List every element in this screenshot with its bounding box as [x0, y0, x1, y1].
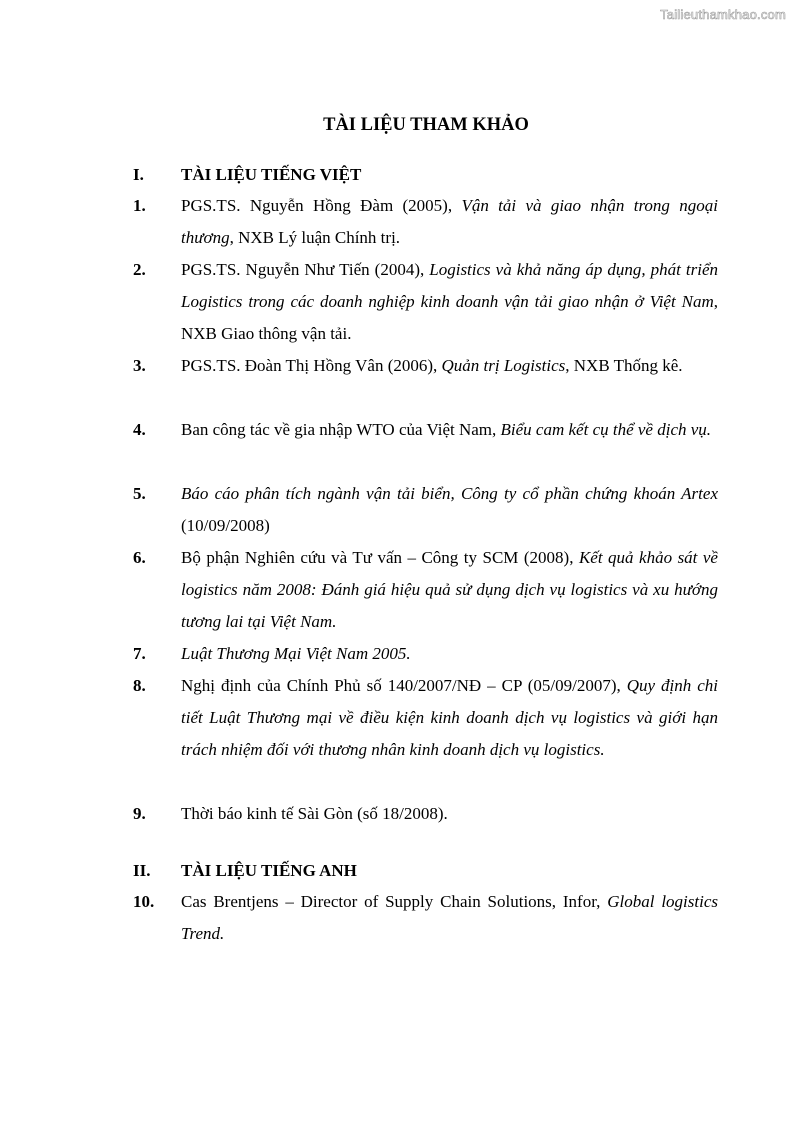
reference-item: [133, 254, 718, 350]
section-label: TÀI LIỆU TIẾNG ANH: [181, 861, 357, 880]
reference-title: Global logistics Trend.: [181, 892, 718, 943]
page-title: TÀI LIỆU THAM KHẢO: [323, 115, 529, 135]
section-number: II.: [133, 861, 151, 880]
reference-text: Báo cáo phân tích ngành vận tải biển, Công ty cổ phần chứng khoán Artex (10/09/2008): [181, 484, 718, 535]
reference-item: [133, 798, 718, 830]
reference-title: Quy định chi tiết Luật Thương mại về điều kiện kinh doanh dịch vụ logistics và giới hạn trách nhiệm đối với thương nhân kinh doanh dịch vụ logistics.: [181, 676, 718, 759]
reference-item: [133, 638, 718, 670]
reference-title: Biểu cam kết cụ thể về dịch vụ.: [500, 420, 712, 439]
reference-number: 10.: [133, 892, 155, 911]
reference-title: Báo cáo phân tích ngành vận tải biển, Công ty cổ phần chứng khoán Artex: [181, 484, 718, 503]
reference-item: [133, 414, 718, 446]
reference-text: Ban công tác về gia nhập WTO của Việt Nam, Biểu cam kết cụ thể về dịch vụ.: [181, 420, 712, 439]
reference-title: Logistics và khả năng áp dụng, phát triển Logistics trong các doanh nghiệp kinh doanh vận tải giao nhận ở Việt Nam: [181, 260, 718, 311]
section-heading-vietnamese: [133, 165, 361, 185]
reference-number: 8.: [133, 676, 146, 695]
reference-number: 7.: [133, 644, 146, 663]
reference-text: PGS.TS. Nguyễn Như Tiến (2004), Logistics và khả năng áp dụng, phát triển Logistics trong các doanh nghiệp kinh doanh vận tải giao nhận ở Việt Nam, NXB Giao thông vận tải.: [181, 260, 718, 343]
reference-number: 3.: [133, 356, 146, 375]
reference-text: Thời báo kinh tế Sài Gòn (số 18/2008).: [181, 804, 448, 823]
reference-number: 2.: [133, 260, 146, 279]
reference-text: Cas Brentjens – Director of Supply Chain Solutions, Infor, Global logistics Trend.: [181, 892, 718, 943]
reference-item: [133, 670, 718, 766]
reference-item: [133, 478, 718, 542]
reference-title: Quản trị Logistics: [441, 356, 566, 375]
reference-number: 4.: [133, 420, 146, 439]
watermark: Tailieuthamkhao.com: [660, 7, 786, 22]
section-number: I.: [133, 165, 144, 184]
reference-item: [133, 350, 718, 382]
reference-text: Bộ phận Nghiên cứu và Tư vấn – Công ty SCM (2008), Kết quả khảo sát về logistics năm 2008: Đánh giá hiệu quả sử dụng dịch vụ logistics và xu hướng tương lai tại Việt Nam.: [181, 548, 718, 631]
reference-text: [181, 638, 718, 670]
section-label: TÀI LIỆU TIẾNG VIỆT: [181, 165, 362, 184]
reference-item: [133, 886, 718, 950]
reference-text: Nghị định của Chính Phủ số 140/2007/NĐ – CP (05/09/2007), Quy định chi tiết Luật Thương mại về điều kiện kinh doanh dịch vụ logistics và giới hạn trách nhiệm đối với thương nhân kinh doanh dịch vụ logistics.: [181, 676, 718, 759]
section-heading-english: [133, 861, 357, 881]
reference-number: 1.: [133, 196, 146, 215]
reference-number: 6.: [133, 548, 146, 567]
reference-title: Vận tải và giao nhận trong ngoại thương: [181, 196, 718, 247]
reference-number: 9.: [133, 804, 146, 823]
reference-number: 5.: [133, 484, 146, 503]
reference-title: Kết quả khảo sát về logistics năm 2008: Đánh giá hiệu quả sử dụng dịch vụ logistics và xu hướng tương lai tại Việt Nam.: [181, 548, 718, 631]
reference-text: PGS.TS. Đoàn Thị Hồng Vân (2006), Quản trị Logistics, NXB Thống kê.: [181, 356, 683, 375]
reference-item: [133, 190, 718, 254]
reference-item: [133, 542, 718, 638]
reference-text: PGS.TS. Nguyễn Hồng Đàm (2005), Vận tải và giao nhận trong ngoại thương, NXB Lý luận Chính trị.: [181, 196, 718, 247]
reference-title: Luật Thương Mại Việt Nam 2005.: [181, 644, 411, 663]
